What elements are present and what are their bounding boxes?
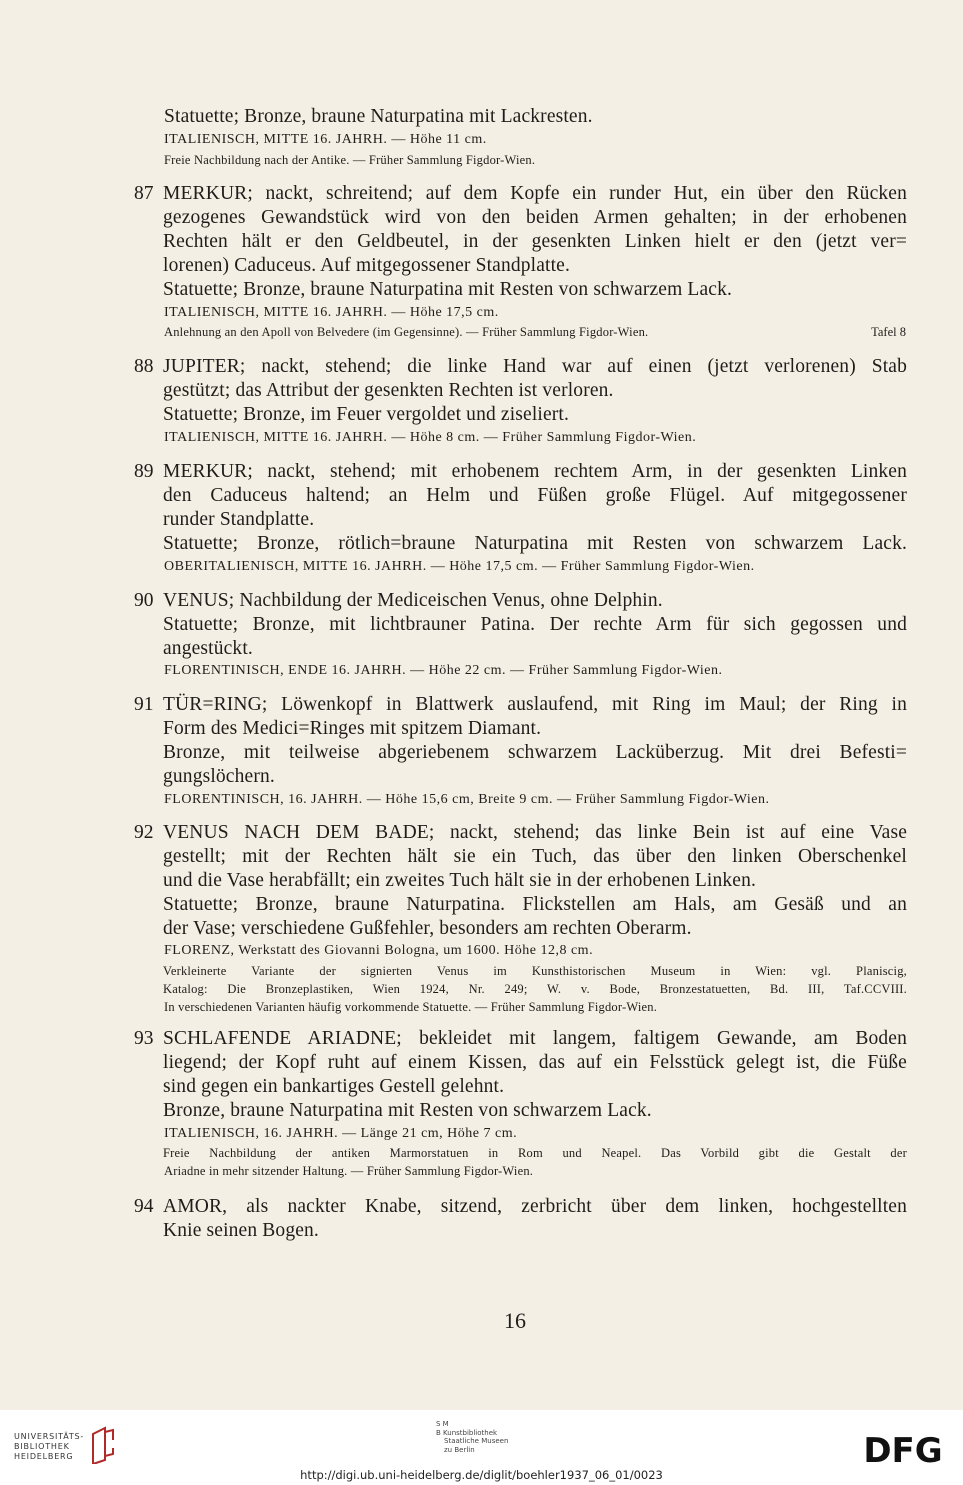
- entry-94-line-1: AMOR, als nackter Knabe, sitzend, zerbricht über dem linken, hochgestellten: [163, 1196, 907, 1217]
- entry-92-note-3: In verschiedenen Varianten häufig vorkommende Statuette. — Früher Sammlung Figdor-Wien.: [164, 1000, 658, 1014]
- entry-93-line-1: SCHLAFENDE ARIADNE; bekleidet mit langem, faltigem Gewande, am Boden: [163, 1028, 907, 1049]
- entry-89-line-2: den Caduceus haltend; an Helm und Füßen große Flügel. Auf mitgegossener: [163, 485, 907, 506]
- entry-88-number: 88: [134, 356, 154, 377]
- entry-87-line-3: Rechten hält er den Geldbeutel, in der gesenkten Linken hielt er den (jetzt ver=: [163, 231, 907, 252]
- entry-87-line-4: lorenen) Caduceus. Auf mitgegossener Standplatte.: [163, 255, 570, 276]
- entry-90-number: 90: [134, 590, 154, 611]
- dfg-logo-icon: [856, 1432, 950, 1466]
- center-line-2: B Kunstbibliothek: [436, 1428, 498, 1437]
- entry-90-line-2: Statuette; Bronze, mit lichtbrauner Patina. Der rechte Arm für sich gegossen und: [163, 614, 907, 635]
- entry-92-note-1: Verkleinerte Variante der signierten Venus im Kunsthistorischen Museum in Wien: vgl. Planiscig,: [163, 964, 907, 978]
- entry-93-note-1: Freie Nachbildung der antiken Marmorstatuen in Rom und Neapel. Das Vorbild gibt die Gestalt der: [163, 1146, 907, 1160]
- dfg-text: DFG: [863, 1432, 943, 1466]
- university-line-3: HEIDELBERG: [14, 1452, 74, 1461]
- entry-93-number: 93: [134, 1028, 154, 1049]
- entry-87-meta: ITALIENISCH, MITTE 16. JAHRH. — Höhe 17,5 cm.: [164, 305, 499, 320]
- entry-88-line-1: JUPITER; nackt, stehend; die linke Hand war auf einen (jetzt verlorenen) Stab: [163, 356, 907, 377]
- entry-89-number: 89: [134, 461, 154, 482]
- university-library-text: [14, 1432, 84, 1462]
- entry-0-meta: ITALIENISCH, MITTE 16. JAHRH. — Höhe 11 cm.: [164, 132, 487, 147]
- entry-89-line-3: runder Standplatte.: [163, 509, 315, 530]
- center-line-3: Staatliche Museen: [444, 1437, 509, 1445]
- page-number: 16: [504, 1308, 526, 1333]
- entry-94-line-2: Knie seinen Bogen.: [163, 1220, 319, 1241]
- page-url[interactable]: http://digi.ub.uni-heidelberg.de/diglit/boehler1937_06_01/0023: [300, 1468, 663, 1482]
- entry-92-line-4: Statuette; Bronze, braune Naturpatina. Flickstellen am Hals, am Gesäß und an: [163, 894, 907, 915]
- university-logo-icon: [89, 1426, 115, 1464]
- entry-92-line-1: VENUS NACH DEM BADE; nackt, stehend; das linke Bein ist auf eine Vase: [163, 822, 907, 843]
- entry-87-line-2: gezogenes Gewandstück wird von den beiden Armen gehalten; in der erhobenen: [163, 207, 907, 228]
- entry-88-meta: ITALIENISCH, MITTE 16. JAHRH. — Höhe 8 cm. — Früher Sammlung Figdor-Wien.: [164, 430, 697, 445]
- entry-91-line-4: gungslöchern.: [163, 766, 275, 787]
- entry-0-line-1: Statuette; Bronze, braune Naturpatina mit Lackresten.: [164, 106, 593, 127]
- entry-89-line-1: MERKUR; nackt, stehend; mit erhobenem rechtem Arm, in der gesenkten Linken: [163, 461, 907, 482]
- entry-87-note-1: Anlehnung an den Apoll von Belvedere (im Gegensinne). — Früher Sammlung Figdor-Wien.: [164, 325, 649, 339]
- university-line-2: BIBLIOTHEK: [14, 1442, 70, 1451]
- university-line-1: UNIVERSITÄTS-: [14, 1432, 85, 1441]
- center-line-4: zu Berlin: [444, 1445, 475, 1454]
- entry-87-tafel: Tafel 8: [871, 325, 906, 339]
- entry-91-line-2: Form des Medici=Ringes mit spitzem Diamant.: [163, 718, 542, 739]
- entry-90-meta: FLORENTINISCH, ENDE 16. JAHRH. — Höhe 22 cm. — Früher Sammlung Figdor-Wien.: [164, 663, 723, 678]
- entry-87-number: 87: [134, 183, 154, 204]
- entry-93-line-2: liegend; der Kopf ruht auf einem Kissen, das auf ein Felsstück gelegt ist, die Füße: [163, 1052, 907, 1073]
- kunstbibliothek-logo: [436, 1420, 508, 1454]
- entry-88-line-2: gestützt; das Attribut der gesenkten Rechten ist verloren.: [163, 380, 614, 401]
- entry-91-line-1: TÜR=RING; Löwenkopf in Blattwerk auslaufend, mit Ring im Maul; der Ring in: [163, 694, 907, 715]
- entry-92-number: 92: [134, 822, 154, 843]
- entry-93-meta: ITALIENISCH, 16. JAHRH. — Länge 21 cm, Höhe 7 cm.: [164, 1126, 518, 1141]
- entry-92-meta: FLORENZ, Werkstatt des Giovanni Bologna, um 1600. Höhe 12,8 cm.: [164, 943, 594, 958]
- entry-90-line-1: VENUS; Nachbildung der Mediceischen Venus, ohne Delphin.: [163, 590, 663, 611]
- entry-89-meta: OBERITALIENISCH, MITTE 16. JAHRH. — Höhe 17,5 cm. — Früher Sammlung Figdor-Wien.: [164, 559, 755, 574]
- entry-94-number: 94: [134, 1196, 154, 1217]
- entry-88-line-3: Statuette; Bronze, im Feuer vergoldet und ziseliert.: [163, 404, 569, 425]
- entry-87-line-5: Statuette; Bronze, braune Naturpatina mit Resten von schwarzem Lack.: [163, 279, 733, 300]
- entry-0-note-1: Freie Nachbildung nach der Antike. — Früher Sammlung Figdor-Wien.: [164, 153, 536, 167]
- center-line-1: S M: [436, 1420, 449, 1428]
- entry-91-meta: FLORENTINISCH, 16. JAHRH. — Höhe 15,6 cm, Breite 9 cm. — Früher Sammlung Figdor-Wien.: [164, 792, 770, 807]
- entry-90-line-3: angestückt.: [163, 638, 253, 659]
- entry-93-line-4: Bronze, braune Naturpatina mit Resten von schwarzem Lack.: [163, 1100, 652, 1121]
- entry-92-line-5: der Vase; verschiedene Gußfehler, besonders am rechten Oberarm.: [163, 918, 692, 939]
- entry-93-note-2: Ariadne in mehr sitzender Haltung. — Früher Sammlung Figdor-Wien.: [164, 1164, 534, 1178]
- entry-91-number: 91: [134, 694, 154, 715]
- entry-87-line-1: MERKUR; nackt, schreitend; auf dem Kopfe ein runder Hut, ein über den Rücken: [163, 183, 907, 204]
- entry-92-line-2: gestellt; mit der Rechten hält sie ein Tuch, das über den linken Oberschenkel: [163, 846, 907, 867]
- entry-93-line-3: sind gegen ein bankartiges Gestell gelehnt.: [163, 1076, 505, 1097]
- entry-91-line-3: Bronze, mit teilweise abgeriebenem schwarzem Lacküberzug. Mit drei Befesti=: [163, 742, 907, 763]
- entry-89-line-4: Statuette; Bronze, rötlich=braune Naturpatina mit Resten von schwarzem Lack.: [163, 533, 907, 554]
- entry-92-note-2: Katalog: Die Bronzeplastiken, Wien 1924, Nr. 249; W. v. Bode, Bronzestatuetten, Bd. III, Taf.CCVIII.: [163, 982, 907, 996]
- entry-92-line-3: und die Vase herabfällt; ein zweites Tuch hält sie in der erhobenen Linken.: [163, 870, 757, 891]
